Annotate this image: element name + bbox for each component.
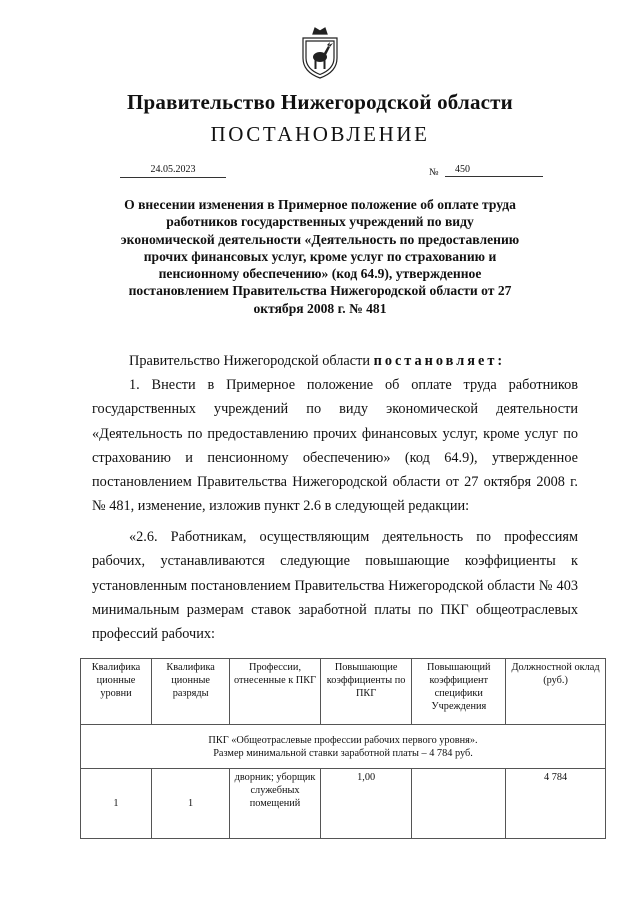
- preamble-decree: постановляет:: [373, 353, 506, 369]
- header-salary: Должностной оклад (руб.): [506, 659, 606, 725]
- header-grades: Квалифика ционные разряды: [152, 659, 230, 725]
- coefficients-table: [80, 658, 606, 839]
- header-levels: Квалифика ционные уровни: [81, 659, 152, 725]
- cell-salary: 4 784: [506, 769, 606, 839]
- paragraph-2: «2.6. Работникам, осуществляющим деятельность по профессиям рабочих, устанавливаются следующие повышающие коэффициенты к установленным постановлением Правительства Нижегородской области № 403 минимальным размерам ставок заработной платы по ПКГ общеотраслевых профессий рабочих:: [92, 529, 578, 643]
- cell-level: 1: [81, 769, 152, 839]
- page-bottom-margin: [79, 842, 607, 905]
- document-type: ПОСТАНОВЛЕНИЕ: [210, 122, 430, 146]
- cell-specific-coefficient: [412, 769, 506, 839]
- document-number: 450: [445, 163, 543, 177]
- group-title: ПКГ «Общеотраслевые профессии рабочих первого уровня».: [208, 734, 478, 746]
- group-subtitle: Размер минимальной ставки заработной платы – 4 784 руб.: [213, 747, 473, 759]
- document-subject: О внесении изменения в Примерное положение об оплате труда работников государственных учреждений по виду экономической деятельности «Деятельность по предоставлению прочих финансовых услуг, кроме услуг по страхованию и пенсионному обеспечению» (код 64.9), утвержденное постановлением Правительства Нижегородской области от 27 октября 2008 г. № 481: [120, 197, 520, 316]
- government-title: Правительство Нижегородской области: [127, 90, 513, 114]
- cell-professions: дворник; уборщик служебных помещений: [230, 769, 321, 839]
- table-header-row: [81, 659, 606, 725]
- cell-pkg-coefficient: 1,00: [320, 769, 412, 839]
- header-specific-coefficient: Повышающий коэффициент специфики Учреждения: [412, 659, 506, 725]
- header-pkg-coefficients: Повышающие коэффициенты по ПКГ: [320, 659, 412, 725]
- preamble-lead: Правительство Нижегородской области: [129, 353, 374, 369]
- table-group-row: [81, 725, 606, 769]
- number-label: №: [429, 167, 439, 178]
- coat-of-arms-icon: [297, 24, 343, 80]
- paragraph-1: 1. Внести в Примерное положение об оплате труда работников государственных учреждений по виду экономической деятельности «Деятельность по предоставлению прочих финансовых услуг, кроме услуг по страхованию и пенсионному обеспечению» (код 64.9), утвержденное постановлением Правительства Нижегородской области от 27 октября 2008 г. № 481, изменение, изложив пункт 2.6 в следующей редакции:: [92, 377, 578, 515]
- header-professions: Профессии, отнесенные к ПКГ: [230, 659, 321, 725]
- table-row: [81, 769, 606, 839]
- document-date: 24.05.2023: [120, 163, 226, 178]
- cell-grade: 1: [152, 769, 230, 839]
- preamble: [92, 349, 578, 373]
